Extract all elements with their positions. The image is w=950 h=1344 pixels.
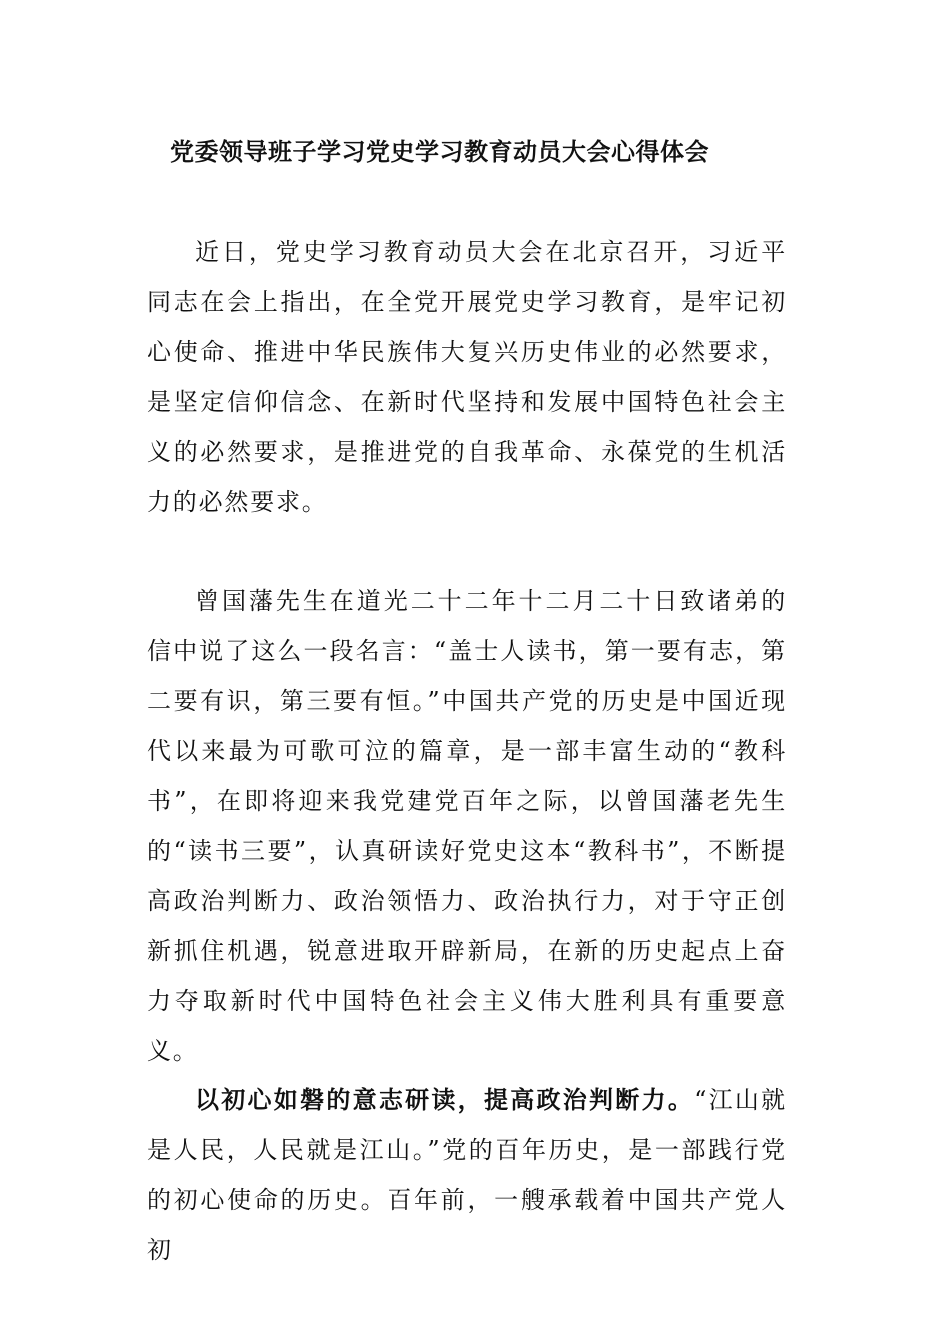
paragraph-3-text: “江山就是人民，人民就是江山。”党的百年历史，是一部践行党的初心使命的历史。百年前，一艘承载着中国共产党人初 [147, 1086, 787, 1264]
paragraph-1-text: 近日，党史学习教育动员大会在北京召开，习近平同志在会上指出，在全党开展党史学习教育，是牢记初心使命、推进中华民族伟大复兴历史伟业的必然要求，是坚定信仰信念、在新时代坚持和发展中国特色社会主义的必然要求，是推进党的自我革命、永葆党的生机活力的必然要求。 [147, 238, 787, 516]
paragraph-3-content [147, 1075, 787, 1275]
paragraph-1 [147, 227, 787, 527]
paragraph-2 [147, 576, 787, 1076]
paragraph-3-lead: 以初心如磐的意志研读，提高政治判断力。 [195, 1085, 695, 1114]
document-title: 党委领导班子学习党史学习教育动员大会心得体会 [170, 137, 709, 166]
paragraph-3 [147, 1075, 787, 1275]
paragraph-2-text: 曾国藩先生在道光二十二年十二月二十日致诸弟的信中说了这么一段名言：“盖士人读书，第一要有志，第二要有识，第三要有恒。”中国共产党的历史是中国近现代以来最为可歌可泣的篇章，是一部丰富生动的“教科书”，在即将迎来我党建党百年之际，以曾国藩老先生的“读书三要”，认真研读好党史这本“教科书”，不断提高政治判断力、政治领悟力、政治执行力，对于守正创新抓住机遇，锐意进取开辟新局，在新的历史起点上奋力夺取新时代中国特色社会主义伟大胜利具有重要意义。 [147, 587, 787, 1065]
